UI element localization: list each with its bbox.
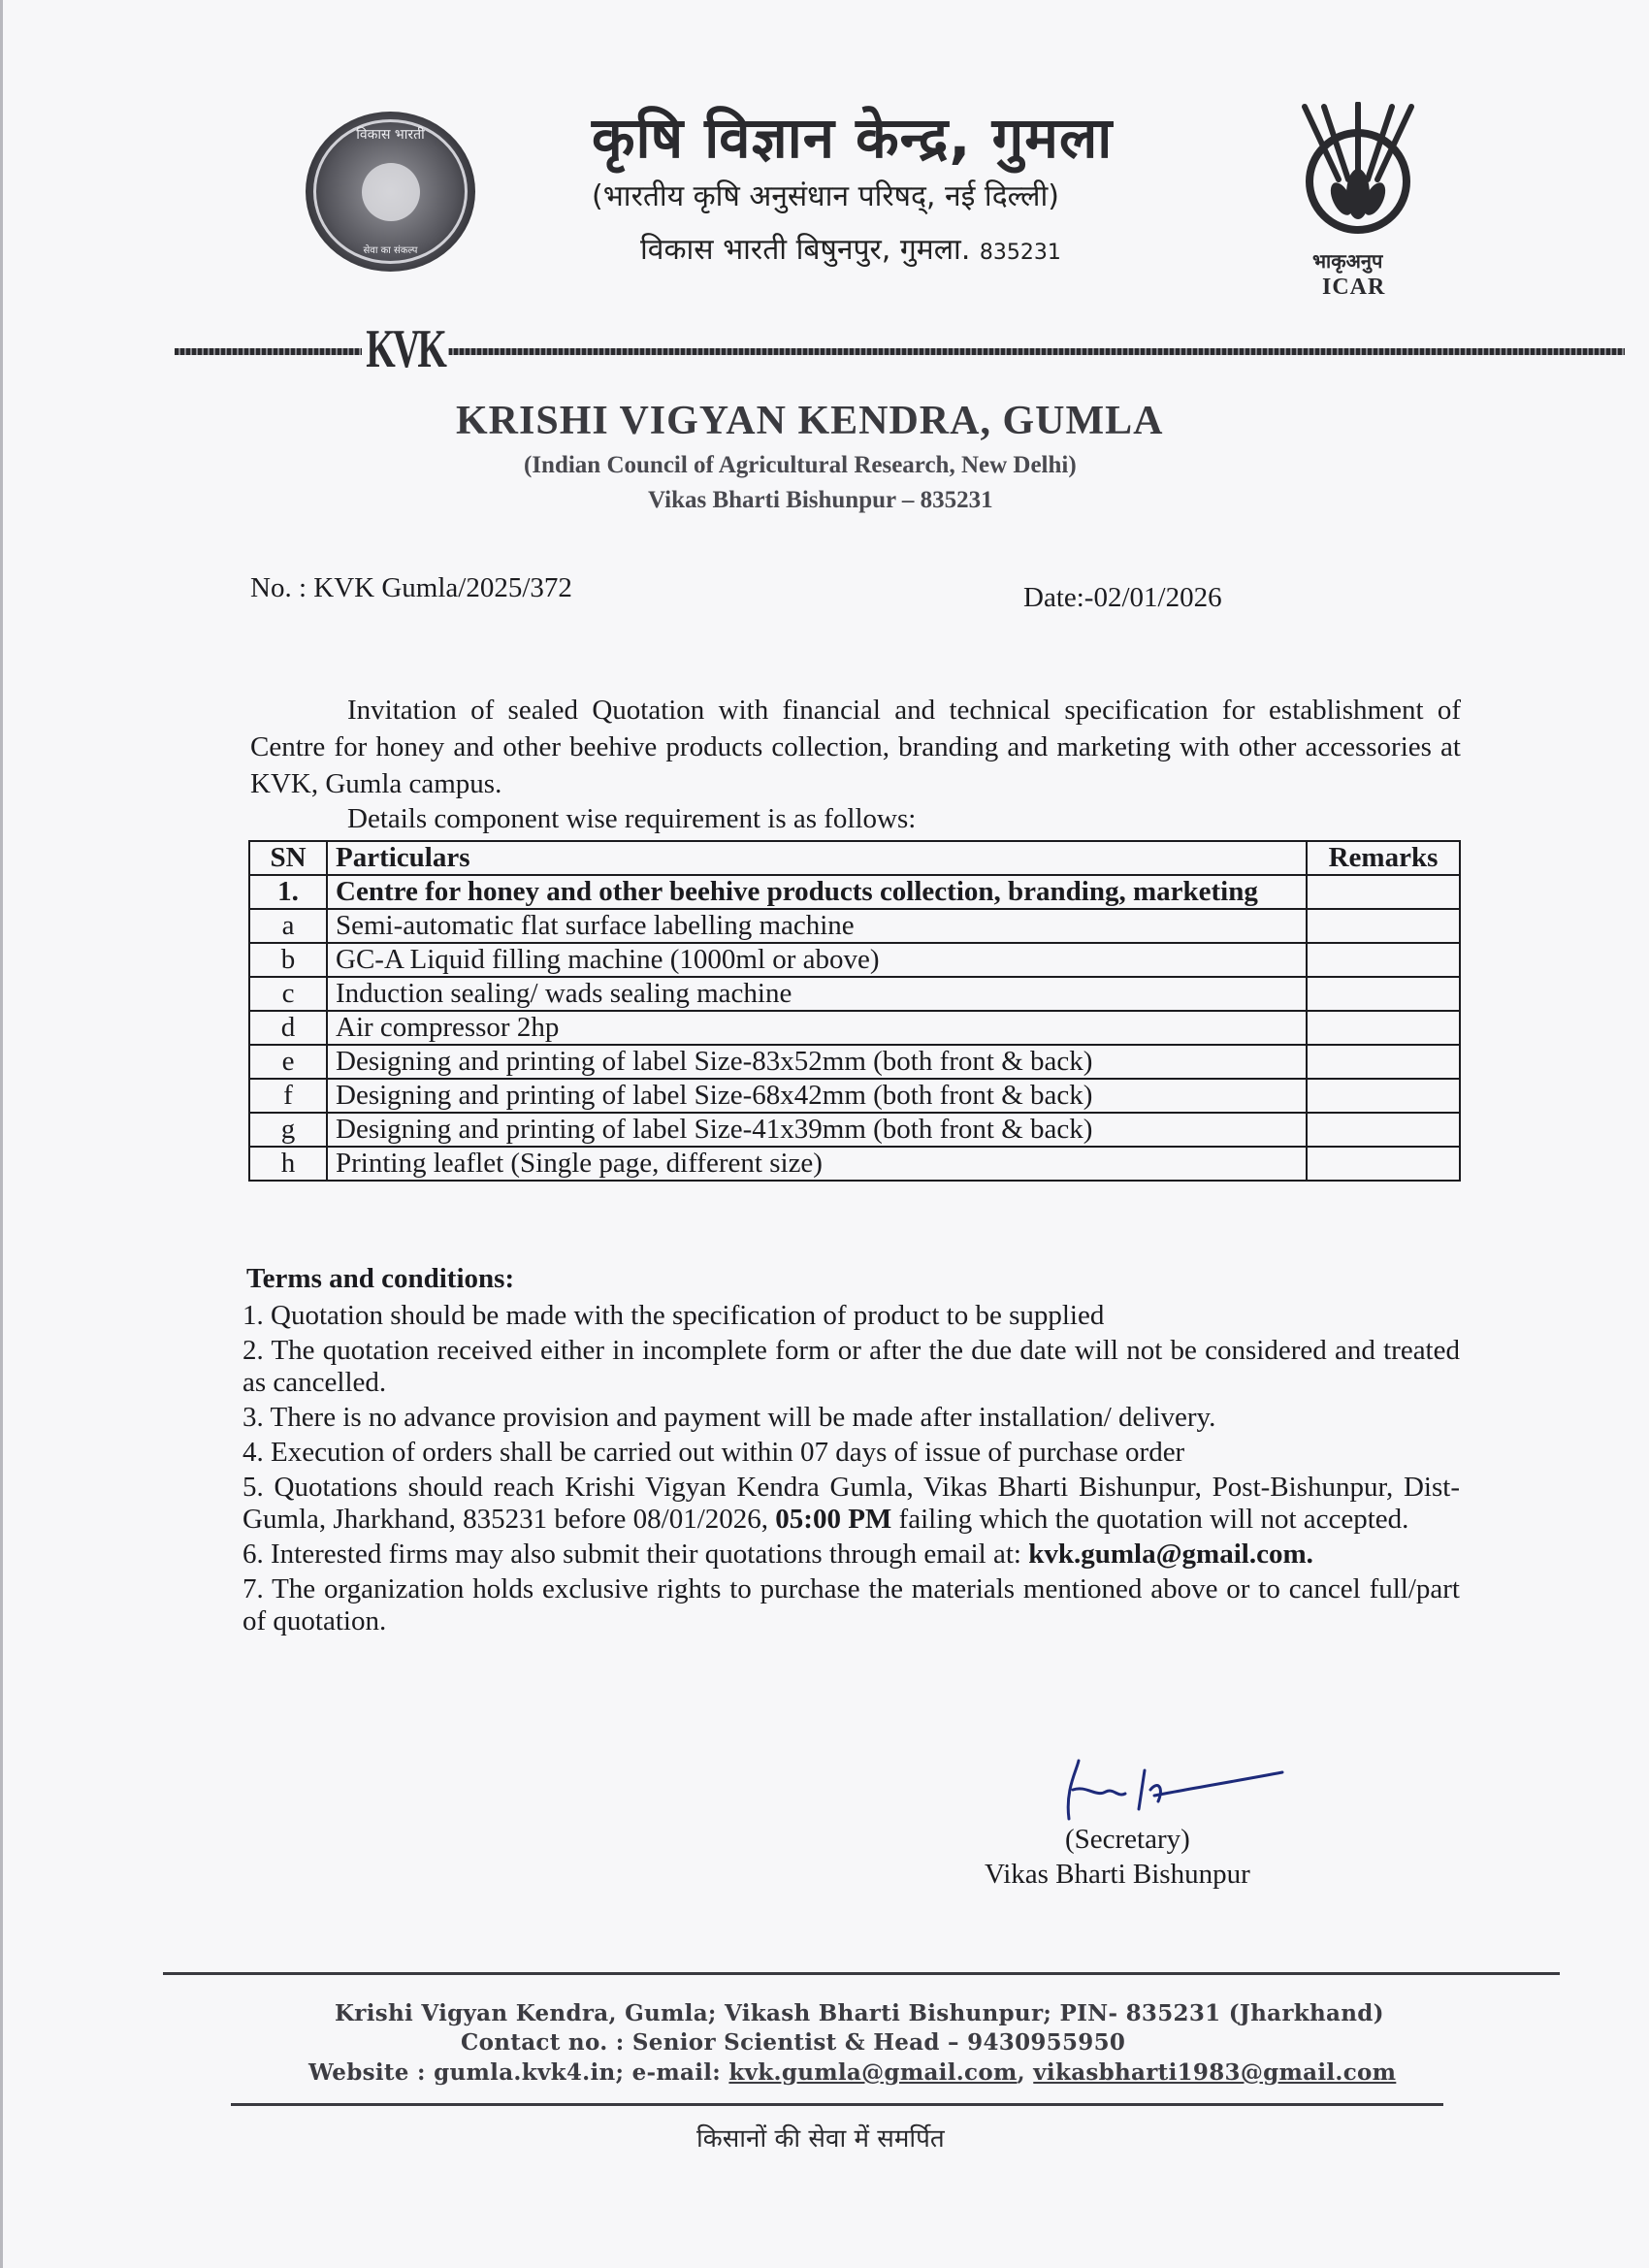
term-item: 2. The quotation received either in incomplete form or after the due date will not be considered and treated as cancelled. — [242, 1335, 1460, 1398]
term-5-time: 05:00 PM — [775, 1504, 892, 1535]
footer-address: Krishi Vigyan Kendra, Gumla; Vikash Bharti Bishunpur; PIN- 835231 (Jharkhand) — [335, 2000, 1384, 2026]
row-remarks — [1307, 1045, 1460, 1079]
row-remarks — [1307, 1011, 1460, 1045]
row-sn: g — [249, 1113, 327, 1147]
hindi-address-text: विकास भारती बिषुनपुर, गुमला. — [640, 233, 971, 267]
table-row — [249, 1113, 1460, 1147]
icar-caption-english: ICAR — [1322, 275, 1386, 300]
term-item: 3. There is no advance provision and payment will be made after installation/ delivery. — [242, 1402, 1216, 1433]
row-particular: Semi-automatic flat surface labelling machine — [327, 909, 1307, 943]
logo-emblem — [362, 163, 420, 221]
english-address: Vikas Bharti Bishunpur – 835231 — [648, 487, 993, 513]
footer-tagline: किसानों की सेवा में समर्पित — [696, 2124, 945, 2154]
hindi-title: कृषि विज्ञान केन्द्र, गुमला — [592, 105, 1114, 171]
page-edge — [0, 0, 3, 2268]
header-particulars: Particulars — [327, 841, 1307, 875]
term-item: 4. Execution of orders shall be carried out within 07 days of issue of purchase order — [242, 1437, 1185, 1468]
footer-contact: Contact no. : Senior Scientist & Head – 9430955950 — [461, 2029, 1126, 2056]
row-sn: f — [249, 1079, 327, 1113]
table-row — [249, 875, 1460, 909]
header-sn: SN — [249, 841, 327, 875]
signatory-organization: Vikas Bharti Bishunpur — [985, 1859, 1250, 1890]
table-row — [249, 1045, 1460, 1079]
row-particular: Air compressor 2hp — [327, 1011, 1307, 1045]
term-6-email: kvk.gumla@gmail.com. — [1028, 1539, 1313, 1570]
row-particular: Designing and printing of label Size-68x42mm (both front & back) — [327, 1079, 1307, 1113]
row-particular: Designing and printing of label Size-83x52mm (both front & back) — [327, 1045, 1307, 1079]
term-item — [242, 1539, 1460, 1571]
term-6-text: 6. Interested firms may also submit their quotations through email at: — [242, 1539, 1029, 1570]
requirements-table — [248, 840, 1461, 1182]
row-particular: GC-A Liquid filling machine (1000ml or above) — [327, 943, 1307, 977]
signatory-role: (Secretary) — [1065, 1824, 1190, 1855]
table-header-row — [249, 841, 1460, 875]
reference-date: Date:-02/01/2026 — [1023, 582, 1222, 613]
hindi-address-pin: 835231 — [979, 241, 1061, 265]
vikas-bharti-logo — [306, 112, 475, 272]
row-sn: e — [249, 1045, 327, 1079]
term-item: 1. Quotation should be made with the specification of product to be supplied — [242, 1300, 1105, 1331]
hindi-parent-org: (भारतीय कृषि अनुसंधान परिषद्, नई दिल्ली) — [592, 179, 1059, 213]
reference-number: No. : KVK Gumla/2025/372 — [250, 572, 572, 603]
footer-divider-top — [163, 1972, 1560, 1975]
row-particular: Induction sealing/ wads sealing machine — [327, 977, 1307, 1011]
table-row — [249, 1011, 1460, 1045]
row-sn: c — [249, 977, 327, 1011]
terms-heading: Terms and conditions: — [246, 1263, 515, 1294]
kvk-mark: KVK — [362, 318, 448, 380]
header-remarks: Remarks — [1307, 841, 1460, 875]
row-sn: 1. — [249, 875, 327, 909]
table-row — [249, 943, 1460, 977]
table-row — [249, 909, 1460, 943]
english-parent-org: (Indian Council of Agricultural Research, New Delhi) — [524, 452, 1077, 478]
term-5-text: 5. Quotations should reach Krishi Vigyan Kendra Gumla, Vikas Bharti Bishunpur, Post-Bishunpur, Dist- Gumla, Jharkhand, 835231 before 08/01/2026, — [242, 1472, 1460, 1535]
row-sn: d — [249, 1011, 327, 1045]
row-remarks — [1307, 1079, 1460, 1113]
icar-caption-hindi: भाकृअनुप — [1312, 249, 1383, 273]
footer-web-email — [308, 2059, 1396, 2086]
hindi-address — [640, 228, 1061, 268]
footer-divider-bottom — [231, 2103, 1443, 2106]
footer-separator: , — [1017, 2059, 1034, 2086]
table-row — [249, 977, 1460, 1011]
footer-website-label: Website : gumla.kvk4.in; e-mail: — [308, 2059, 729, 2086]
row-particular: Printing leaflet (Single page, different size) — [327, 1147, 1307, 1181]
logo-top-text: विकास भारती — [356, 127, 425, 143]
term-item — [242, 1472, 1460, 1536]
row-remarks — [1307, 1113, 1460, 1147]
terms-list — [242, 1300, 1460, 1640]
details-line: Details component wise requirement is as follows: — [347, 803, 917, 834]
english-title: KRISHI VIGYAN KENDRA, GUMLA — [456, 399, 1164, 443]
row-sn: a — [249, 909, 327, 943]
row-remarks — [1307, 1147, 1460, 1181]
logo-bottom-text: सेवा का संकल्प — [363, 245, 418, 256]
term-item: 7. The organization holds exclusive rights to purchase the materials mentioned above or to cancel full/part of quotation. — [242, 1573, 1460, 1636]
table-row — [249, 1147, 1460, 1181]
footer-email-vikasbharti[interactable]: vikasbharti1983@gmail.com — [1033, 2059, 1397, 2086]
footer-email-kvk[interactable]: kvk.gumla@gmail.com — [728, 2059, 1018, 2086]
icar-wheat-icon — [1285, 102, 1431, 247]
intro-paragraph: Invitation of sealed Quotation with financial and technical specification for establishment of Centre for honey and other beehive products collection, branding and marketing with other accessories at KVK, Gumla campus. — [250, 695, 1461, 799]
row-remarks — [1307, 875, 1460, 909]
row-particular: Centre for honey and other beehive products collection, branding, marketing — [327, 875, 1307, 909]
table-row — [249, 1079, 1460, 1113]
row-particular: Designing and printing of label Size-41x39mm (both front & back) — [327, 1113, 1307, 1147]
row-sn: b — [249, 943, 327, 977]
icar-logo — [1285, 102, 1431, 315]
row-remarks — [1307, 943, 1460, 977]
term-5-tail: failing which the quotation will not accepted. — [891, 1504, 1409, 1535]
row-sn: h — [249, 1147, 327, 1181]
row-remarks — [1307, 977, 1460, 1011]
row-remarks — [1307, 909, 1460, 943]
